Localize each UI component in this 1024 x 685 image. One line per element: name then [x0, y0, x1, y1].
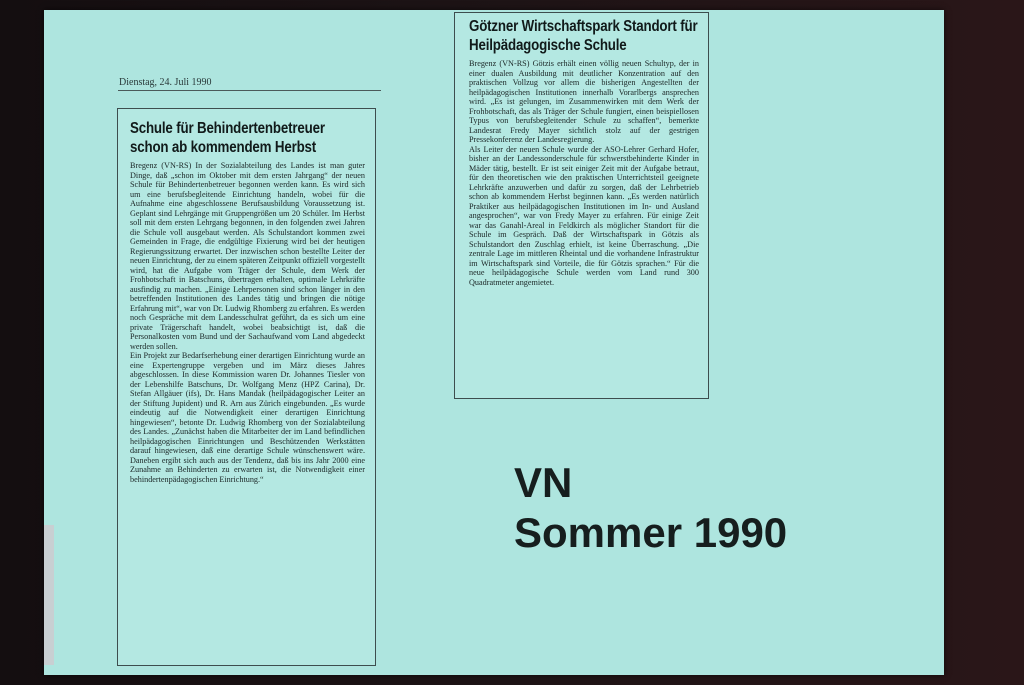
projected-slide — [44, 10, 944, 675]
caption-title: VN — [514, 459, 573, 506]
newspaper-clipping-wirtschaftspark — [454, 12, 709, 399]
newspaper-clipping-behindertenbetreuer — [117, 108, 376, 666]
slide-caption — [514, 458, 787, 558]
slide-edge-tab — [44, 525, 54, 665]
article-body: Bregenz (VN-RS) In der Sozialabteilung des Landes ist man guter Dinge, daß „schon im Oktober mit dem ersten Jahrgang“ der neuen Schule für Behindertenbetreuer begonnen werden kann. Es wird sich um eine berufsbegleitende Einrichtung handeln, wobei für die Aufnahme eine abgeschlossene Berufsausbildung Voraussetzung ist. Geplant sind Lehrgänge mit Gruppengrößen um 20 Schüler. Im Herbst soll mit dem ersten Lehrgang begonnen, in den folgenden zwei Jahren die Schule voll ausgebaut werden. Als Schulstandort kommen zwei Gemeinden in Frage, die endgültige Fixierung wird bei der heutigen Regierungssitzung erwartet. Der inzwischen schon bestellte Leiter der neuen Einrichtung, der zu einem späteren Zeitpunkt offiziell vorgestellt wird, hat die Aufgabe vom Träger der Schule, dem Werk der Frohbotschaft in Batschuns, übertragen erhalten, optimale Lehrkräfte ausfindig zu machen. „Einige Lehrpersonen sind schon länger in den betreffenden Institutionen des Landes tätig und bringen die nötige Erfahrung mit“, war von Dr. Ludwig Rhomberg zu erfahren. Es werden noch Gespräche mit dem Landesschulrat geführt, da es sich um eine private Trägerschaft handelt, wobei beabsichtigt ist, daß die Personalkosten vom Bund und der Sachaufwand vom Land abgedeckt werden sollen. Ein Projekt zur Bedarfserhebung einer derartigen Einrichtung wurde an eine Expertengruppe vergeben und im März dieses Jahres abgeschlossen. In diese Kommission waren Dr. Johannes Tiesler von der Lebenshilfe Batschuns, Dr. Wolfgang Menz (HPZ Carina), Dr. Stefan Allgäuer (ifs), Dr. Hans Mandak (heilpädagogischer Leiter an der Stiftung Jupident) und R. Arn aus Zürich eingebunden. „Es wurde eindeutig auf die Notwendigkeit einer derartigen Einrichtung hingewiesen“, betonte Dr. Ludwig Rhomberg von der Sozialabteilung des Landes. „Zunächst haben die Mitarbeiter der im Land befindlichen heilpädagogischen Einrichtungen und Beschützenden Werkstätten darauf hingewiesen, daß eine derartige Schule wünschenswert wäre. Daneben ergibt sich auch aus der Tendenz, daß bis ins Jahr 2000 eine Zunahme an Behinderten zu erwarten ist, die Notwendigkeit einer behindertenpädagogischen Einrichtung.“ — [130, 161, 365, 484]
article-body: Bregenz (VN-RS) Götzis erhält einen völlig neuen Schultyp, der in einer dualen Ausbildung mit deutlicher Konzentration auf den praktischen Vollzug vor allem die bisherigen Angestellten der heilpädagogischen Institutionen innerhalb Vorarlbergs ansprechen wird. „Es ist gelungen, im Zusammenwirken mit dem Werk der Frohbotschaft, das als Träger der Schule fungiert, einen beispiellosen Typus von berufsbegleitender Schule zu schaffen“, bemerkte Landesrat Fredy Mayer sichtlich stolz auf der gestrigen Pressekonferenz der Landesregierung. Als Leiter der neuen Schule wurde der ASO-Lehrer Gerhard Hofer, bisher an der Landessonderschule für schwerstbehinderte Kinder in Mäder tätig, bestellt. Er ist seit einiger Zeit mit der Aufgabe betraut, für den theoretischen wie den praktischen Unterrichtsteil geeignete Lehrkräfte anzuwerben und dafür zu sorgen, daß der Lehrbetrieb schon ab kommendem Herbst beginnen kann. „Es werden natürlich Praktiker aus heilpädagogischen Institutionen im In- und Ausland angesprochen“, war von Fredy Mayer zu erfahren. Für einige Zeit war das Ganahl-Areal in Feldkirch als möglicher Standort für die Schule im Gespräch. Daß der Wirtschaftspark in Götzis als Schulstandort den Zuschlag erhielt, ist keine Überraschung. „Die zentrale Lage im mittleren Rheintal und die vorhandene Infrastruktur im Wirtschaftspark sind Vorteile, die für Götzis sprachen.“ Für die neue heilpädagogische Schule werden vom Land rund 300 Quadratmeter angemietet. — [469, 59, 699, 287]
article-headline: Götzner Wirtschaftspark Standort für Heilpädagogische Schule — [469, 18, 698, 54]
article-dateline: Dienstag, 24. Juli 1990 — [119, 77, 212, 88]
dateline-rule — [118, 90, 381, 91]
article-headline: Schule für Behindertenbetreuer schon ab kommendem Herbst — [130, 120, 325, 156]
caption-subtitle: Sommer 1990 — [514, 509, 788, 556]
